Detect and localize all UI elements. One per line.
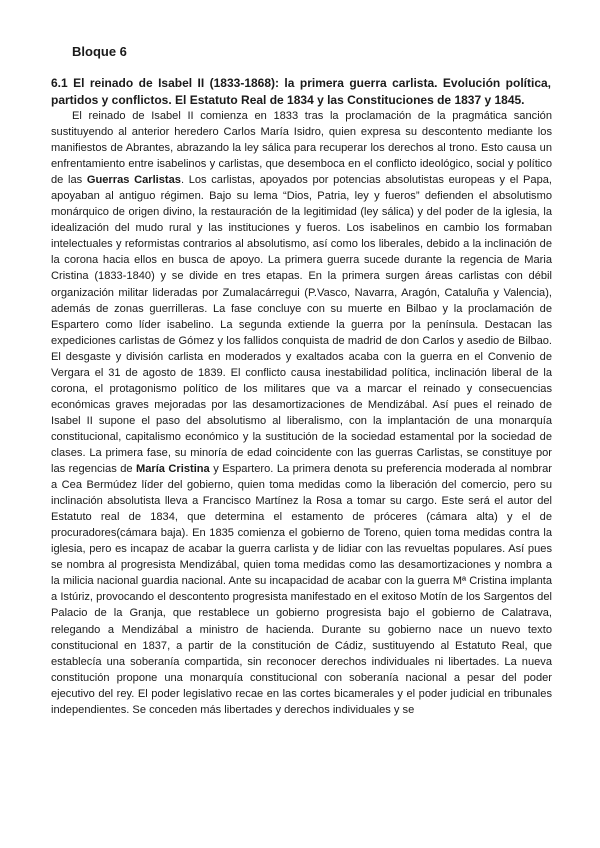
bold-term-maria-cristina: María Cristina xyxy=(135,463,210,476)
body-text-part-2: . Los carlistas, apoyados por potencias absolutistas europeas y el Papa, apoyaban al antiguo régimen. Bajo su lema “Dios, Patria, ley y fueros” defienden el absolutismo monárquico de origen divino, la restauración de la legitimidad (ley sálica) y del poder de la iglesia, la idealización del mudo rural y las instituciones y fueros. Los isabelinos en cambio los formaban intelectuales y reformistas contrarios al absolutismo, así como los liberales, debido a la inclinación de la corona hacia ellos en busca de apoyo. La primera guerra sucede durante la regencia de Maria Cristina (1833-1840) y se divide en tres etapas. En la primera surgen áreas carlistas con débil organización militar lideradas por Zumalacárregui (P.Vasco, Navarra, Aragón, Cataluña y Valencia), además de zonas guerrilleras. La fase concluye con su muerte en Bilbao y la proclamación de Espartero como líder isabelino. La segunda extiende la guerra por la península. Destacan las expediciones carlistas de Gómez y los fallidos conquista de madrid de don Carlos y asedio de Bilbao. El desgaste y división carlista en moderados y exaltados acaba con la guerra en el Convenio de Vergara el 31 de agosto de 1839. El conflicto causa inestabilidad política, inclinación liberal de la corona, el protagonismo político de los militares que va a marcar el reinado y consecuencias económicas graves mejoradas por las desamortizaciones de Mendizábal. Así pues el reinado de Isabel II supone el paso del absolutismo al liberalismo, con la implantación de una monarquía constitucional, capitalismo económico y la sustitución de la sociedad estamental por la sociedad de clases. La primera fase, su minoría de edad coincidente con las guerras Carlistas, se constituye por las regencias de xyxy=(51,174,553,476)
document-title: Bloque 6 xyxy=(72,44,127,59)
body-text-part-3: y Espartero. La primera denota su preferencia moderada al nombrar a Cea Bermúdez líder del gobierno, quien toma medidas como la liberación del comercio, pero su inclinación absolutista lleva a Francisco Martínez la Rosa a tomar su cargo. Este será el autor del Estatuto real de 1834, que determina el estamento de próceres (cámara alta) y el de procuradores(cámara baja). En 1835 comienza el gobierno de Toreno, quien toma medidas contra la iglesia, pero es incapaz de acabar la guerra carlista y de lidiar con las revueltas populares. Así pues se nombra al progresista Mendizábal, quien toma medidas como las desamortizaciones y nombra a la milicia nacional guardia nacional. Ante su incapacidad de acabar con la guerra Mª Cristina implanta a Istúriz, provocando el descontento progresista manifestado en el exitoso Motín de los Sargentos del Palacio de la Granja, que restablece un gobierno progresista bajo el gobierno de Calatrava, relegando a Mendizábal a ministro de hacienda. Durante su gobierno nace un nuevo texto constitucional en 1837, a partir de la constitución de Cádiz, sustituyendo al Estatuto Real, que establecía una soberanía compartida, sin reconocer derechos individuales ni libertades. La nueva constitución propone una monarquía constitucional con soberanía nacional a pesar del poder ejecutivo del rey. El poder legislativo recae en las cortes bicamerales y el poder judicial en tribunales independientes. Se conceden más libertades y derechos individuales y se xyxy=(51,463,552,716)
bold-term-guerras-carlistas: Guerras Carlistas xyxy=(86,174,181,187)
body-paragraph xyxy=(51,108,552,718)
body-text-part-1: El reinado de Isabel II comienza en 1833 tras la proclamación de la pragmática sanción sustituyendo al anterior heredero Carlos María Isidro, quien expresa su descontento mediante los manifiestos de Abrantes, abrazando la ley sálica para recuperar los derechos al trono. Esto causa un enfrentamiento entre isabelinos y carlistas, que desemboca en el conflicto ideológico, social y político de las xyxy=(51,110,552,187)
section-heading: 6.1 El reinado de Isabel II (1833-1868): la primera guerra carlista. Evolución política, partidos y conflictos. El Estatuto Real de 1834 y las Constituciones de 1837 y 1845. xyxy=(51,76,551,107)
